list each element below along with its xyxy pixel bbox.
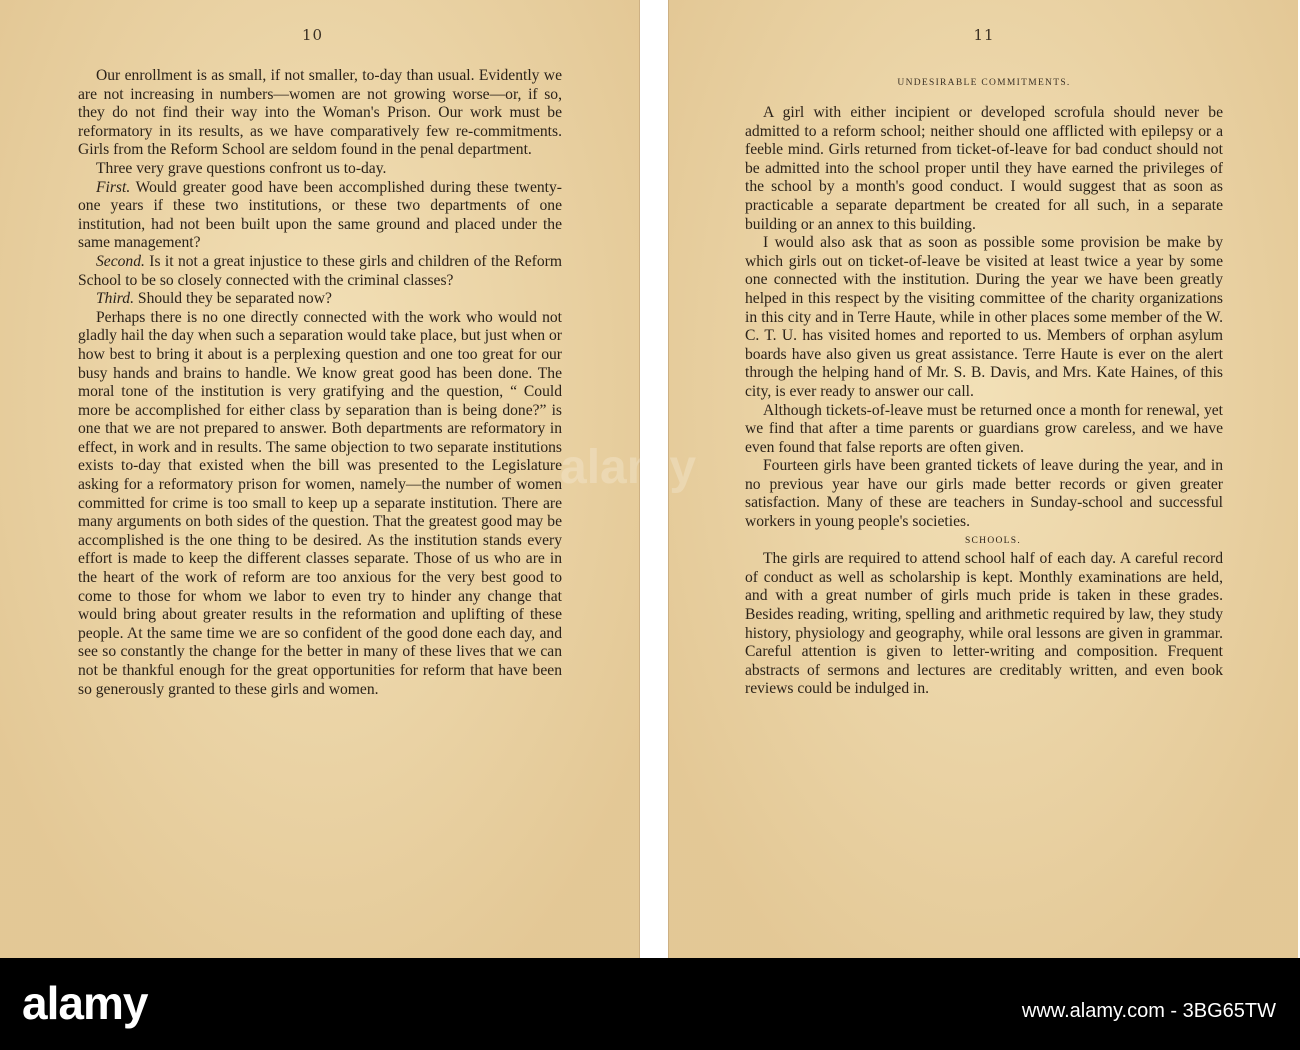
page-number-right: 11 [973,26,995,44]
paragraph-schools: The girls are required to attend school half of each day. A careful record of conduct as well as scholarship is kept. Monthly examinations are held, and with a great number of girls much pride is taken in these grades. Besides reading, writing, spelling and arithmetic required by law, they study history, physiology and geography, while oral lessons are given in grammar. Careful attention is given to letter-writing and composition. Frequent abstracts of sermons and lectures are creditably written, and even book reviews could be indulged in. [745,550,1223,698]
section-heading-schools: SCHOOLS. [964,535,1022,546]
question-third [78,290,562,309]
question-first-text: Would greater good have been accomplished during these twenty-one years if these two institutions, or these two departments of one institution, had not been built upon the same ground and placed under the same management? [78,178,562,252]
stock-image-id: www.alamy.com - 3BG65TW [1021,1000,1276,1022]
alamy-logo-text: alamy [22,977,148,1029]
right-page [668,0,1298,958]
right-page-body [745,104,1223,699]
question-third-label: Third. [96,290,134,308]
alamy-watermark: alamy [560,441,697,494]
left-page [0,0,640,958]
alamy-footer [0,958,1300,1050]
alamy-logo [22,976,147,1030]
question-first [78,179,562,253]
page-number-left: 10 [302,26,324,44]
paragraph-fourteen-girls: Fourteen girls have been granted tickets of leave during the year, and in no previous year have our girls made better records or given greater satisfaction. Many of these are teachers in Sunday-school and successful workers in young people's societies. [745,457,1223,531]
paragraph-ticket-visits: I would also ask that as soon as possible some provision be make by which girls out on ticket-of-leave be visited at least twice a year by some one connected with the institution. During the year we have been greatly helped in this respect by the visiting committee of the charity organizations in this city and in Terre Haute, while in other places some member of the W. C. T. U. has visited homes and reported to us. Members of orphan asylum boards have also given us great assistance. Terre Haute is ever on the alert through the helping hand of Mr. S. B. Davis, and Mrs. Kate Haines, of this city, is ever ready to answer our call. [745,234,1223,400]
question-second-text: Is it not a great injustice to these girls and children of the Reform School to be so closely connected with the criminal classes? [78,252,562,289]
paragraph-questions-intro: Three very grave questions confront us to-day. [96,159,387,177]
question-second-label: Second. [96,252,145,270]
question-third-text: Should they be separated now? [134,290,332,308]
question-second [78,253,562,290]
running-head: UNDESIRABLE COMMITMENTS. [897,78,1071,88]
paragraph-enrollment: Our enrollment is as small, if not smaller, to-day than usual. Evidently we are not increasing in numbers—women are not growing worse—or, if so, they do not find their way into the Woman's Prison. Our work must be reformatory in its results, as we have comparatively few re-commitments. Girls from the Reform School are seldom found in the penal department. [78,67,562,159]
paragraph-separation: Perhaps there is no one directly connected with the work who would not gladly hail the day when such a separation would take place, but just when or how best to bring it about is a perplexing question and one too great for our busy hands and brains to handle. We know great good has been done. The moral tone of the institution is very gratifying and the question, “ Could more be accomplished for either class by separation than is being done?” is one that we are not prepared to answer. Both departments are reformatory in effect, in work and in results. The same objection to two separate institutions exists to-day that existed when the bill was presented to the Legislature asking for a reformatory prison for women, namely—the number of women committed for crime is too small to keep up a separate institution. There are many arguments on both sides of the question. That the greatest good may be accomplished is the one thing to be desired. As the institution stands every effort is made to keep the different classes separate. Those of us who are in the heart of the work of reform are too anxious for the very best good to come to those for whom we labor to even try to hinder any change that would bring about greater results in the reformation and uplifting of these people. At the same time we are so confident of the good done each day, and see so constantly the change for the better in many of these lives that we can not be thankful enough for the great opportunities for reform that have been so generously granted to these girls and women. [78,308,562,698]
left-page-body [78,67,562,699]
paragraph-renewal: Although tickets-of-leave must be returned once a month for renewal, yet we find that after a time parents or guardians grow careless, and we have even found that false reports are often given. [745,401,1223,456]
paragraph-scrofula: A girl with either incipient or developed scrofula should never be admitted to a reform school; neither should one afflicted with epilepsy or a feeble mind. Girls returned from ticket-of-leave for bad conduct should not be admitted into the school proper until they have earned the privileges of the school by a month's good conduct. I would suggest that as soon as practicable a separate department be created for all such, in a separate building or an annex to this building. [745,104,1223,233]
question-first-label: First. [96,178,131,196]
